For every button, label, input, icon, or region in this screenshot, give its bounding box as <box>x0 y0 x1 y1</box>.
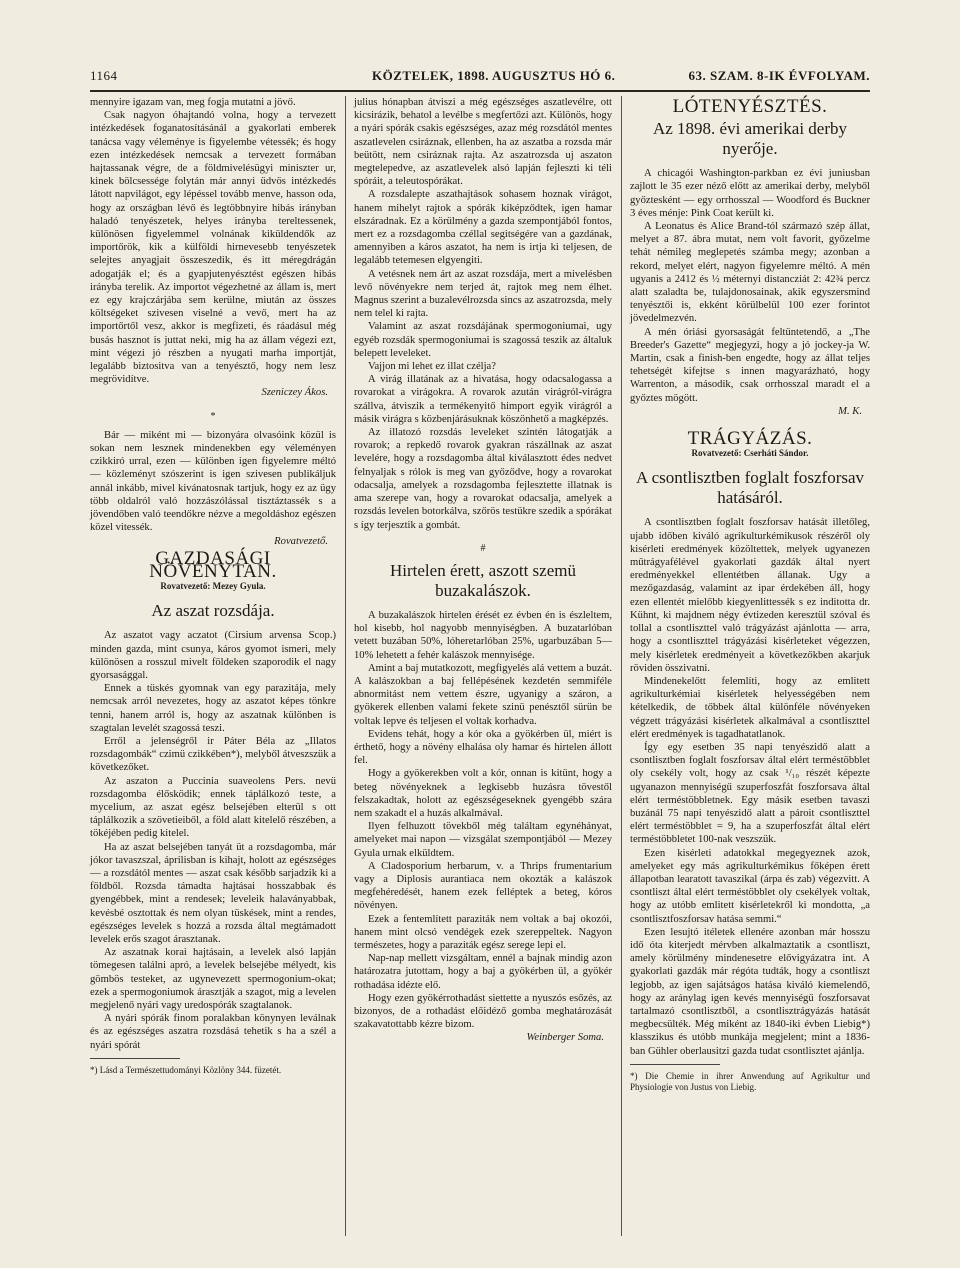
intro-end: mennyire igazam van, meg fogja mutatni a jövő. <box>90 97 296 108</box>
page-number: 1164 <box>90 68 118 83</box>
article-paragraph: Az aszatnak korai hajtásain, a levelek alsó lapján tömegesen találni apró, a levelek belsejébe mélyedt, kis gömbös testeket, az ugynevezett spermogonium-okat; ezek a spermogoniumok árasztják a szagot, mig a levelen megjelenő nyári vagy uredospórák szagtalanok. <box>90 947 336 1011</box>
paragraph: Így egy esetben 35 napi tenyészidő alatt a csontlisztben foglalt foszforsav által elért terméstöbblet oly csekély volt, hogy az csak ¹/₁₀ részét képezte ugyanazon mennyiségű szuperfoszfát foszforsava által elért terméstöbbletnek. Egy másik esetben tavaszi buzánál 75 napi tenyészidő alatt a pároit csontliszttel elért terméstöbblet = 9, ha a szuperfoszfát által elért terméstöbbletet 100-nak veszszük. <box>630 741 870 846</box>
column-1 <box>90 96 336 1076</box>
paragraph: Ezen kisérleti adatokkal megegyeznek azok, amelyeket egy más agrikulturkémikus főképen érett állapotban learatott tavaszikal (árpa és zab) végezvitt. A csontliszt által elért terméstöbblet oly csekélyek voltak, hogy az utóbb emlitett kisérletekről ki mondotta, „a csontlisztfoszforsav hatása semmi.“ <box>630 847 870 925</box>
footnote-rule <box>630 1064 720 1065</box>
article-paragraph: A Cladosporium herbarum, v. a Thrips frumentarium vagy a Diplosis aurantiaca nem okozták a kalászok megfehéredését, hanem ezek felléptek a beteg, kóros növényen. <box>354 860 612 912</box>
article-paragraph: Ezek a fentemlített paraziták nem voltak a baj okozói, hanem mint olcsó vendégek ezek szereppeltek. Nagyon természetes, hogy a paraziták egész serege lepi el. <box>354 913 612 951</box>
article-paragraph: Ennek a tüskés gyomnak van egy parazitája, mely nemcsak arról nevezetes, hogy az aszatot képes tönkre tenni, hanem arról is, hogy az aszatnak különben is szagtalan levelét szagossá teszi. <box>90 683 336 734</box>
signature: Weinberger Soma. <box>526 1032 604 1044</box>
paragraph: julius hónapban átviszi a még egészséges aszatlevélre, ott kicsirázik, behatol a levélbe s megfertőzi azt. Különös, hogy a nyári spórák csakis egészséges, azaz még rozsdától mentes aszatlevelen csiráznak, ellenben, ha az aszatba a rozsda már beütött, nem csiráznak rajta. Az aszatrozsda uj aszaton megtelepedve, az aszatlevelek alsó lapján fejleszti ki téli spóráit, a teleutospórákat. <box>354 97 612 188</box>
section-divider: # <box>480 542 486 554</box>
article-paragraph: Az aszatot vagy aczatot (Cirsium arvensa Scop.) minden gazda, mint csunya, káros gyomot ismeri, mely különösen a rosszul mivelt földeken szaporodik el nagy gyorsasággal. <box>90 630 336 681</box>
paragraph: Mindenekelőtt felemlíti, hogy az emlitett agrikulturkémiai kisérletek helyességében nem kételkedik, de tőbbek által különféle növényeken végzett trágyázási kisérletek alkalmával a csontliszttel elért eredmények is tagadhatatlanok. <box>630 675 870 740</box>
paragraph: Vajjon mi lehet ez illat czélja? <box>368 361 496 373</box>
article-paragraph: Ilyen felhuzott tövekből még találtam egynéhányat, amelyeket mai napon — vizsgálat szempontjából — Mezey Gyula urnak elküldtem. <box>354 821 612 859</box>
article-paragraph: Hogy ezen gyökérrothadást siettette a nyuszós esőzés, az bizonyos, de a rothadást előidéző gomba meghatározását szakavatottabb kézre bizom. <box>354 992 612 1031</box>
star-divider: * <box>210 410 216 422</box>
page-header <box>90 68 870 88</box>
paragraph: Ezen lesujtó itéletek ellenére azonban már hosszu idő óta kiterjedt mérvben alkalmaztatik a csontliszt, amely körülmény mindenesetre elővigyázatra int. A gyakorlati gazdák már régóta tudták, hogy a csontliszt legjobb, az igen sajátságos hatása kiváló kiemelendő, hogy az aránylag igen kevés mennyiségű foszforsavat tartalmazó csontlisztből, a csontlisztrágyázás hatását megbecsülték. Még miként az 1840-iki évben Liebig*) klasszikus és utóbb munkája megjelent; mint a 1836-ban Gühler oberlausitzi gazda tudat csontlisztet ajánlja. <box>630 926 870 1057</box>
issue-info: 63. SZAM. 8-IK ÉVFOLYAM. <box>688 68 870 83</box>
paragraph: Valamint az aszat rozsdájának spermogoniumai, ugy egyéb rozsdák spermogoniumai is szagossá teszik az általuk belepett leveleket. <box>354 321 612 359</box>
section-editor: Rovatvezető: Mezey Gyula. <box>160 581 266 592</box>
article-paragraph: Amint a baj mutatkozott, megfigyelés alá vettem a buzát. A kalászokban a baj fellépésének kezdetén semmiféle abnormitást nem vettem észre, ugyanigy a száron, a gyökerek ellenben valami fekete szinü penésztől sürün be voltak lepve és teljesen el voltak korhadva. <box>354 662 612 727</box>
article-title: Hirtelen érett, aszott szemü buzakalászok. <box>390 560 576 600</box>
paragraph: A mén óriási gyorsaságát feltüntetendő, a „The Breeder's Gazette“ megjegyzi, hogy a jó jockey-ja W. Martin, csak a finish-ben engedte, hogy az állat teljes tehetségét kifejtse s innen magyarázható, hogy Warrenton, a második, csak orrhosszal maradt el a győztes mögött. <box>630 326 870 404</box>
article-paragraph: Ha az aszat belsejében tanyát üt a rozsdagomba, már jókor tavaszszal, áprilisban is kihajt, holott az egészséges — a rozsdától mentes — aszat csak később sarjadzik ki a földből. Rozsda támadta hajtásai hosszabbak és gyengébbek, mint a rendesek; leveleik halaványabbak, kevésbé osztottak és nem olyan tüskések, mint a rendes, egészséges levelek s hozzá a rozsda által megtámadott levelek erős szagot árasztanak. <box>90 841 336 945</box>
signature: M. K. <box>838 405 862 417</box>
section-editor: Rovatvezető: Cserháti Sándor. <box>691 448 809 459</box>
column-2 <box>354 96 612 1045</box>
paragraph: A csontlisztben foglalt foszforsav hatását illetőleg, ujabb időben kiváló agrikulturkémikusok részéről oly kisérleti eredmények közöltettek, melyek ugyanezen műtrágyafélével gyakorlati gazdák által nyert eredményekkel ellentétben állanak. Ugy a mezőgazdaság, valamint az ipar érdekében áll, hogy ezen ellentét mielőbb kiegyenlittessék s ez inditotta dr. Kühnt, ki majdnem négy évtizeden keresztül szóval és tollal a csontliszttel való trágyázást ajánlotta — arra, hogy a csontliszttel trágyázási kisérleteket végezzen, mely kisérletek eredményeit a következőkben akarjuk röviden összivatni. <box>630 517 870 674</box>
paragraph: A Leonatus és Alice Brand-tól származó szép állat, melyet a 87. ábra mutat, nem volt favorit, győzelme tehát némileg meglepetés számba megy; azonban a rekord, melyet elért, nagyon figyelemre méltó. A mén ugyanis a 2412 és ½ méternyi distancziát 2: 42¾ percz alatt szaladta be, tulajdonosainak, akik egyszersmind tenyésztői is, ekként körülbelül 100 ezer forintot jövedelmezvén. <box>630 221 870 325</box>
article-paragraph: A nyári spórák finom poralakban könynyen leválnak és az egészséges aszatra rozsdásá tehetik s ha a szél a nyári spórát <box>90 1013 336 1051</box>
article-title: A csontlisztben foglalt foszforsav hatásáról. <box>635 468 865 508</box>
article-paragraph: Erről a jelenségről ir Páter Béla az „Illatos rozsdagombák“ czimü czikkében*), melyből átveszszük a következőket. <box>90 735 336 774</box>
column-3 <box>630 96 870 1093</box>
paragraph: Csak nagyon óhajtandó volna, hogy a tervezett intézkedések foganatosításánál a gyakorlati emberek tanácsa vagy véleménye is figyelembe vétessék; és hogy ezen intézkedések nemcsak a tervezett formában hajtassanak végre, de a földmivelésügyi miniszter ur, kinek bölcsessége folytán már annyi üdvös intézkedés látott napvilágot, egy lépéssel tovább menve, hasson oda, hogy az országban lévő és legtöbbnyire hibás irányban haladó tenyészetek, helyes irányba tereltessenek, különösen figyelemmel volnának kiküldendők az importőrök, kik a külföldi hirnevesebb tenyészetek selejtes anyagjait összeszedik, és itt méregdrágán adogatják el; és a gyapjutenyésztést egészen hibás irányba terelik. Az importot végezhetné az állam is, mert ez egy krajczárjába sem kerülne, miután az összes költségeket szivesen viselné a vevő, mert ha az importőrtől vesz, akkor is megfizeti, és ráadásul még busás hasznot is juttat neki, mig ha az állam végezi ezt, mint végezi jó részben a nyugati marha importját, legalább biztositva van a tenyésztő, hogy nem lesz megrövidítve. <box>90 110 336 386</box>
paragraph: A vetésnek nem árt az aszat rozsdája, mert a mivelésben levő növényekre nem terjed át, rajtok meg nem élhet. Magnus szerint a buzalevélrozsda sincs az aszatrozsda, mely nem telel ki rajta. <box>354 268 612 320</box>
paragraph: Az illatozó rozsdás leveleket szintén látogatják a rovarok; a repkedő rovarok gyakran rászállnak az aszat levelére, hogy a rozsdagomba által kiválasztott édes nedvet felnyaljak s rólok is meg van győződve, hogy a rovarokat odacsalja, amelyek a rozsdagomba fejlesztette illatnak is ama szerepe van, hogy a rovarokat odacsalja, amelyek a rozsdás levelen botorkálva, szőrös testükre szedik a spórákat s így terjesztik a gombát. <box>354 427 612 531</box>
paragraph: A rozsdalepte aszathajtások sohasem hoznak virágot, hanem mihelyt rajtok a spórák kiképződtek, igen hamar elszáradnak. Ez a körülmény a gazda szempontjából fontos, mert ez a rozsdagomba czéllal segitségére van a gazdának, amennyiben a káros aszatot, ha nem is irtja ki teljesen, de legalább tetemesen elgyengiti. <box>354 189 612 267</box>
journal-title: KÖZTELEK, 1898. AUGUSZTUS HÓ 6. <box>372 68 616 83</box>
paragraph: A chicagói Washington-parkban ez évi juniusban zajlott le 35 ezer néző előtt az amerikai derby, melyből győztesként — egy orrhosszal — Woodford és Buckner 3 éves ménje: Pink Coat került ki. <box>630 168 870 219</box>
column-divider-1 <box>345 96 346 1236</box>
article-paragraph: Evidens tehát, hogy a kór oka a gyökérben ül, miért is érthető, hogy a növény elhalása oly hamar és hirtelen állott fel. <box>354 728 612 767</box>
footnote-rule <box>90 1058 180 1059</box>
footnote: *) Die Chemie in ihrer Anwendung auf Agrikultur und Physiologie von Justus von Liebig. <box>630 1070 870 1092</box>
signature: Szeniczey Ákos. <box>261 387 328 399</box>
paragraph: A virág illatának az a hivatása, hogy odacsalogassa a rovarokat a virágokra. A rovarok azután virágról-virágra szállva, átviszik a termékenyitő himport egyik virágról a másik virágra s közbenjárásuknak köszönhető a magképzés. <box>354 374 612 425</box>
section-title: TRÁGYÁZÁS. <box>687 428 813 450</box>
section-title: LÓTENYÉSZTÉS. <box>672 96 828 117</box>
article-paragraph: Az aszaton a Puccinia suaveolens Pers. nevü rozsdagomba élősködik; ennek táplálkozó teste, a mycelium, az aszat egész belsejében elterül s ott táplálkozik a szövetieiből, a föld alatt kitelelő részében, a tökéjében pedig kitelel. <box>90 775 336 840</box>
article-title: Az aszat rozsdája. <box>151 601 275 621</box>
article-paragraph: A buzakalászok hirtelen érését ez évben én is észleltem, hol kisebb, hol nagyobb mennyiségben. A buzatarlóban vetett buzában 50%, lóheretarlóban 25%, ugarbuzában 5—10% lehetett a fehér kalászok mennyisége. <box>354 609 612 661</box>
signature: Rovatvezető. <box>274 535 328 547</box>
article-paragraph: Nap-nap mellett vizsgáltam, ennél a bajnak mindig azon határozatra jutottam, hogy a baj a gyökérben ül, a gyökér rothadása idézte elő. <box>354 953 612 991</box>
section-title: GAZDASÁGI NÖVÉNYTAN. <box>149 547 277 582</box>
article-title: Az 1898. évi amerikai derby nyerője. <box>652 119 847 159</box>
column-divider-2 <box>621 96 622 1236</box>
header-rule <box>90 90 870 92</box>
article-paragraph: Hogy a gyökerekben volt a kór, onnan is kitünt, hogy a beteg növényeknek a legkisebb huzásra tövestől felszakadtak, holott az egészségeseknek gyengébb szára nem szakadt el a huzás alkalmával. <box>354 768 612 819</box>
editor-note: Bár — miként mi — bizonyára olvasóink közül is sokan nem lesznek mindenekben egy véleményen czikkiró urral, ezen — különben igen figyelemre méltó — közleményt szószerint is igen szivesen publikáljuk annál inkább, mivel kivánatosnak tartjuk, hogy ez az ügy több oldalról való hozzászólással tisztáztassék s a jövendőben való teendőkre nézve a megoldáshoz egészen közel vitessék. <box>90 429 336 534</box>
footnote: *) Lásd a Természettudományi Közlöny 344. füzetét. <box>90 1064 282 1075</box>
